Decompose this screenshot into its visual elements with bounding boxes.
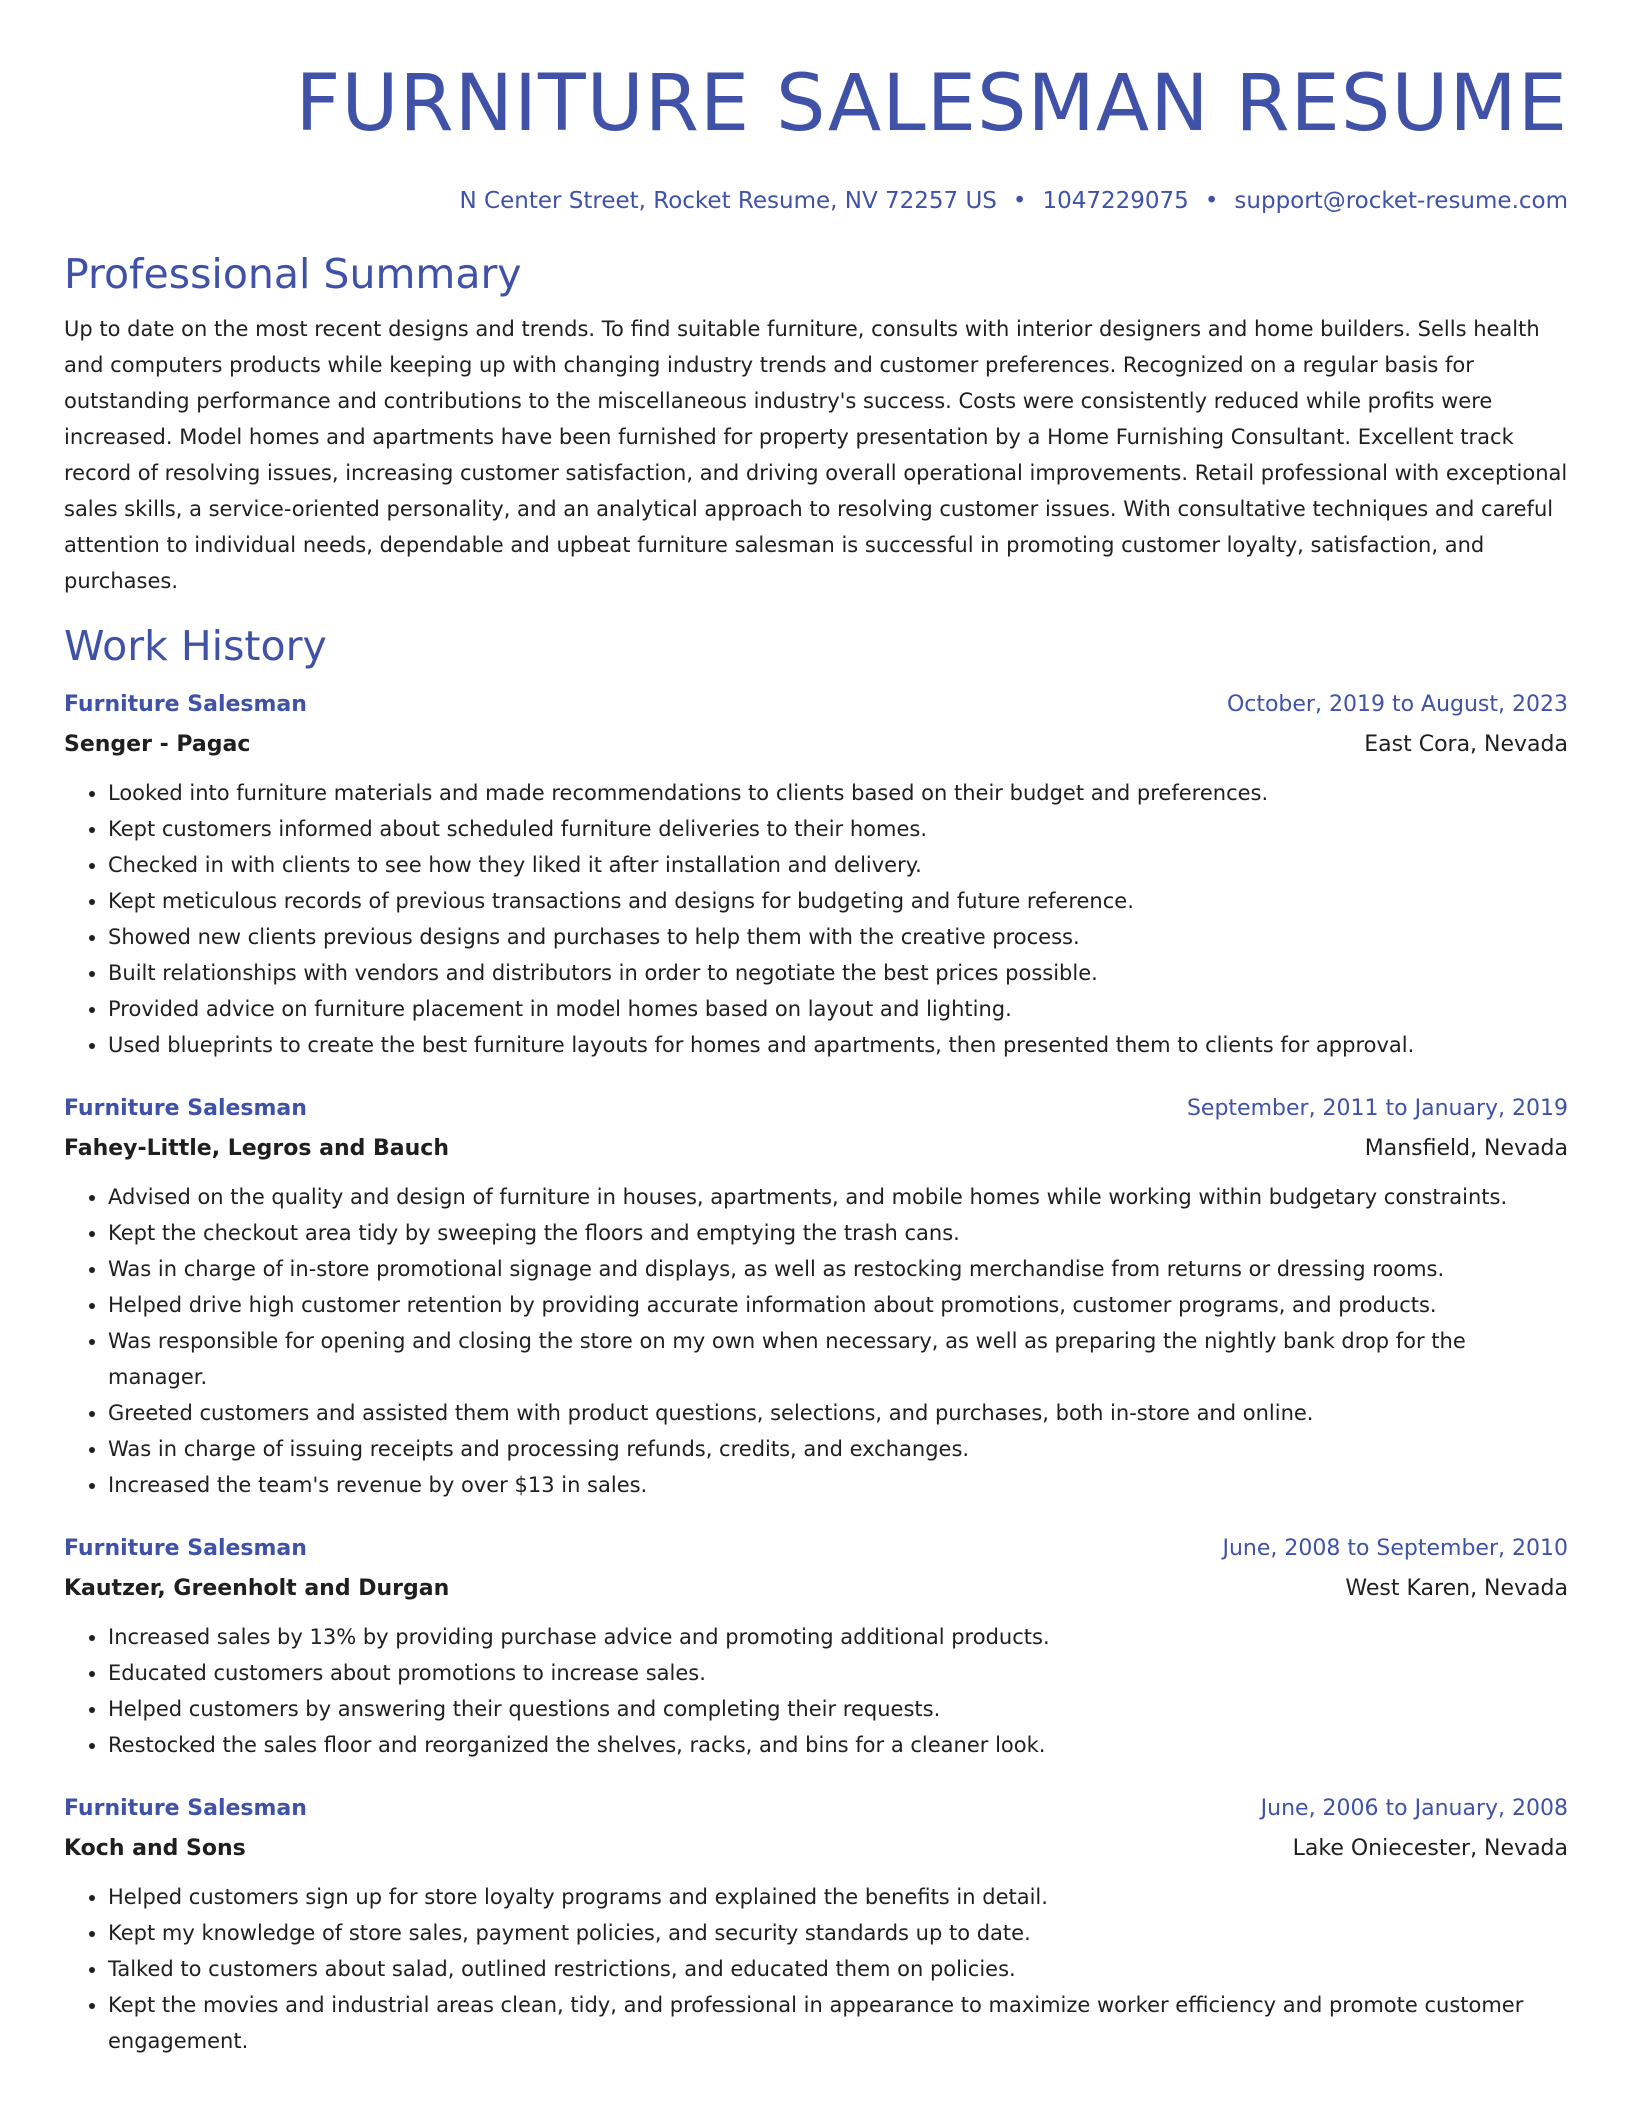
section-title-summary: Professional Summary <box>64 250 522 298</box>
job-bullet: • Built relationships with vendors and distributors in order to negotiate the best prices possible. <box>108 955 1568 991</box>
job-bullet: • Advised on the quality and design of furniture in houses, apartments, and mobile homes while working within budgetary constraints. <box>108 1179 1568 1215</box>
job-bullets <box>64 1879 1568 2059</box>
contact-address: N Center Street, Rocket Resume, NV 72257 US <box>459 188 997 214</box>
job-bullet: • Was in charge of in-store promotional signage and displays, as well as restocking merchandise from returns or dressing rooms. <box>108 1251 1568 1287</box>
job-entry <box>64 1089 1568 1503</box>
job-bullets <box>64 1619 1568 1763</box>
resume-title: FURNITURE SALESMAN RESUME <box>295 59 1568 149</box>
job-bullet: • Was in charge of issuing receipts and processing refunds, credits, and exchanges. <box>108 1431 1568 1467</box>
contact-line <box>64 184 1568 218</box>
job-title: Furniture Salesman <box>64 1096 307 1121</box>
job-title: Furniture Salesman <box>64 692 307 717</box>
work-history-section <box>64 619 1568 2059</box>
job-bullet: • Increased the team's revenue by over $13 in sales. <box>108 1467 1568 1503</box>
job-bullet: • Checked in with clients to see how they liked it after installation and delivery. <box>108 847 1568 883</box>
resume-header <box>64 52 1568 218</box>
job-bullet: • Educated customers about promotions to increase sales. <box>108 1655 1568 1691</box>
job-company-row <box>64 725 1568 765</box>
job-dates: June, 2006 to January, 2008 <box>1260 1796 1568 1821</box>
job-company: Koch and Sons <box>64 1836 246 1861</box>
job-title: Furniture Salesman <box>64 1536 307 1561</box>
job-location: Lake Oniecester, Nevada <box>1292 1836 1568 1861</box>
job-bullet: • Restocked the sales floor and reorganized the shelves, racks, and bins for a cleaner look. <box>108 1727 1568 1763</box>
job-dates: September, 2011 to January, 2019 <box>1186 1096 1568 1121</box>
job-bullet: • Used blueprints to create the best furniture layouts for homes and apartments, then presented them to clients for approval. <box>108 1027 1568 1063</box>
job-dates: October, 2019 to August, 2023 <box>1226 692 1568 717</box>
contact-separator: • <box>1012 188 1027 214</box>
professional-summary-section <box>64 247 1568 599</box>
job-title-row <box>64 1529 1568 1569</box>
contact-phone: 1047229075 <box>1042 188 1189 214</box>
job-title-row <box>64 685 1568 725</box>
job-company: Fahey-Little, Legros and Bauch <box>64 1136 450 1161</box>
job-location: East Cora, Nevada <box>1364 732 1568 757</box>
job-entry <box>64 685 1568 1063</box>
job-bullet: • Kept my knowledge of store sales, payment policies, and security standards up to date. <box>108 1915 1568 1951</box>
job-bullets <box>64 1179 1568 1503</box>
job-bullet: • Kept the movies and industrial areas clean, tidy, and professional in appearance to maximize worker efficiency and promote customer engagement. <box>108 1987 1568 2059</box>
job-bullet: • Kept customers informed about scheduled furniture deliveries to their homes. <box>108 811 1568 847</box>
job-location: West Karen, Nevada <box>1345 1576 1568 1601</box>
job-company-row <box>64 1829 1568 1869</box>
section-title-work-history: Work History <box>64 622 327 670</box>
job-bullet: • Helped drive high customer retention by providing accurate information about promotions, customer programs, and products. <box>108 1287 1568 1323</box>
job-bullet: • Showed new clients previous designs and purchases to help them with the creative process. <box>108 919 1568 955</box>
job-entry <box>64 1789 1568 2059</box>
job-company-row <box>64 1569 1568 1609</box>
job-location: Mansfield, Nevada <box>1364 1136 1568 1161</box>
job-bullet: • Kept meticulous records of previous transactions and designs for budgeting and future reference. <box>108 883 1568 919</box>
job-company-row <box>64 1129 1568 1169</box>
job-bullet: • Helped customers by answering their questions and completing their requests. <box>108 1691 1568 1727</box>
job-bullet: • Provided advice on furniture placement in model homes based on layout and lighting. <box>108 991 1568 1027</box>
job-bullet: • Greeted customers and assisted them with product questions, selections, and purchases, both in-store and online. <box>108 1395 1568 1431</box>
contact-separator: • <box>1204 188 1219 214</box>
summary-text: Up to date on the most recent designs and trends. To find suitable furniture, consults with interior designers and home builders. Sells health and computers products while keeping up with changing industry trends and customer preferences. Recognized on a regular basis for outstanding performance and contributions to the miscellaneous industry's success. Costs were consistently reduced while profits were increased. Model homes and apartments have been furnished for property presentation by a Home Furnishing Consultant. Excellent track record of resolving issues, increasing customer satisfaction, and driving overall operational improvements. Retail professional with exceptional sales skills, a service-oriented personality, and an analytical approach to resolving customer issues. With consultative techniques and careful attention to individual needs, dependable and upbeat furniture salesman is successful in promoting customer loyalty, satisfaction, and purchases. <box>64 317 1568 593</box>
job-bullet: • Kept the checkout area tidy by sweeping the floors and emptying the trash cans. <box>108 1215 1568 1251</box>
job-bullet: • Was responsible for opening and closing the store on my own when necessary, as well as preparing the nightly bank drop for the manager. <box>108 1323 1568 1395</box>
job-bullet: • Looked into furniture materials and made recommendations to clients based on their budget and preferences. <box>108 775 1568 811</box>
job-bullet: • Talked to customers about salad, outlined restrictions, and educated them on policies. <box>108 1951 1568 1987</box>
job-title-row <box>64 1789 1568 1829</box>
job-bullet: • Helped customers sign up for store loyalty programs and explained the benefits in detail. <box>108 1879 1568 1915</box>
job-company: Kautzer, Greenholt and Durgan <box>64 1576 450 1601</box>
job-entry <box>64 1529 1568 1763</box>
job-title-row <box>64 1089 1568 1129</box>
job-dates: June, 2008 to September, 2010 <box>1222 1536 1568 1561</box>
job-bullet: • Increased sales by 13% by providing purchase advice and promoting additional products. <box>108 1619 1568 1655</box>
contact-email: support@rocket-resume.com <box>1234 188 1568 214</box>
job-company: Senger - Pagac <box>64 732 251 757</box>
job-title: Furniture Salesman <box>64 1796 307 1821</box>
job-bullets <box>64 775 1568 1063</box>
